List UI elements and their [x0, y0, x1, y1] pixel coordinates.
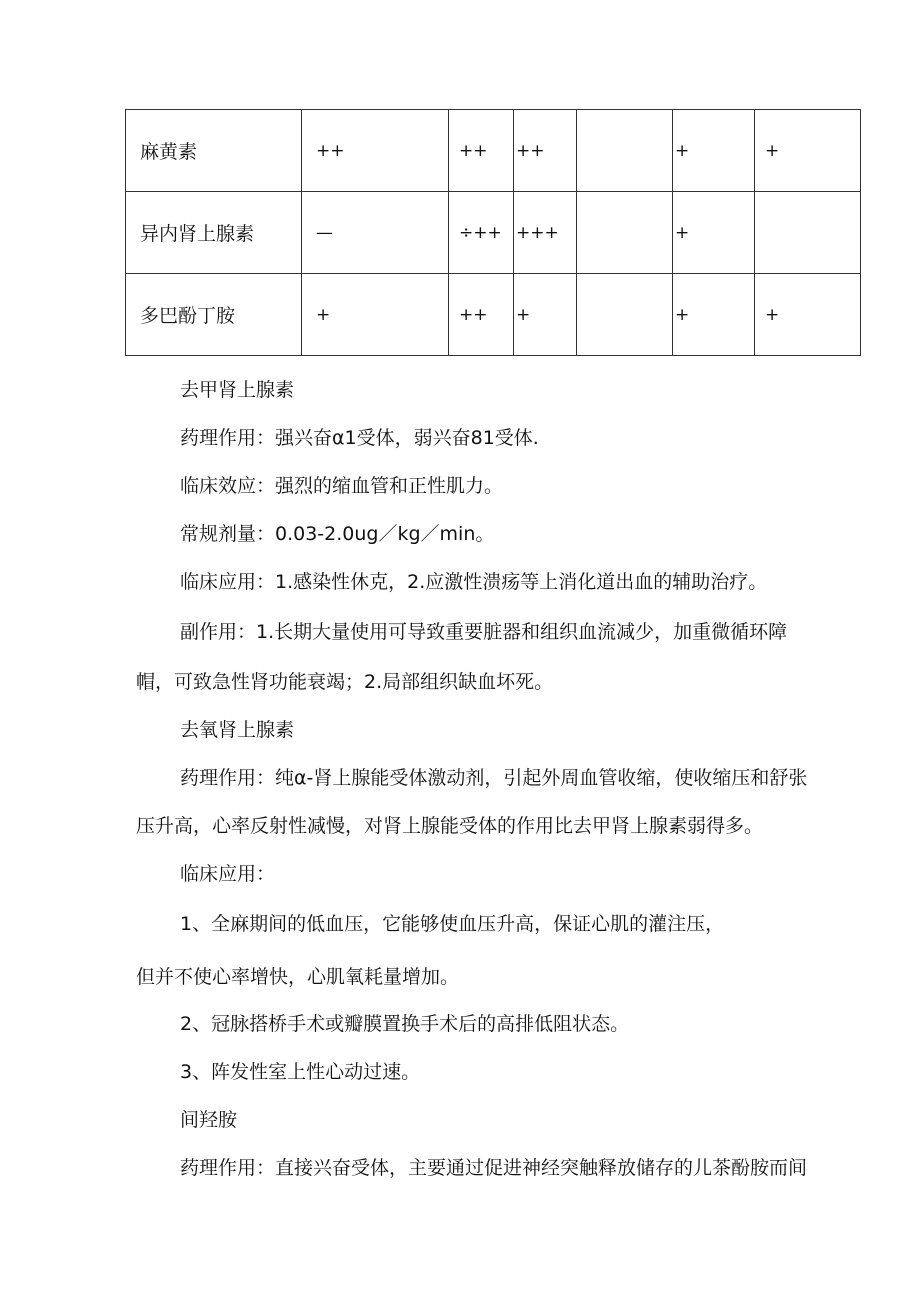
table-cell: ++ — [449, 274, 514, 356]
table-cell: + — [514, 274, 577, 356]
paragraph: 药理作用：直接兴奋受体，主要通过促进神经突触释放储存的儿茶酚胺而间 — [180, 1157, 808, 1179]
paragraph: 3、阵发性室上性心动过速。 — [180, 1061, 421, 1083]
table-cell — [577, 110, 673, 192]
section-heading: 去氧肾上腺素 — [180, 719, 295, 741]
table-cell: ++ — [514, 110, 577, 192]
paragraph: 副作用：1.长期大量使用可导致重要脏器和组织血流减少，加重微循环障 — [180, 621, 788, 643]
table-row — [126, 110, 861, 192]
drug-name-cell: 多巴酚丁胺 — [126, 274, 302, 356]
paragraph: 压升高，心率反射性减慢，对肾上腺能受体的作用比去甲肾上腺素弱得多。 — [136, 815, 764, 837]
table-row — [126, 274, 861, 356]
table-cell: +++ — [514, 192, 577, 274]
table-cell — [577, 274, 673, 356]
table-cell: ++ — [302, 110, 449, 192]
table-cell: ÷++ — [449, 192, 514, 274]
table-cell: + — [673, 110, 755, 192]
table-cell: + — [755, 110, 861, 192]
drug-name-cell: 异内肾上腺素 — [126, 192, 302, 274]
table-cell: + — [302, 274, 449, 356]
paragraph: 临床应用：1.感染性休克，2.应激性溃疡等上消化道出血的辅助治疗。 — [180, 571, 768, 593]
table-cell: ++ — [449, 110, 514, 192]
table-cell: — — [302, 192, 449, 274]
drug-name-cell: 麻黄素 — [126, 110, 302, 192]
table-cell: + — [673, 274, 755, 356]
drug-receptor-table — [125, 109, 861, 356]
paragraph: 帽，可致急性肾功能衰竭；2.局部组织缺血坏死。 — [136, 671, 554, 693]
paragraph: 2、冠脉搭桥手术或瓣膜置换手术后的高排低阻状态。 — [180, 1013, 630, 1035]
paragraph: 临床效应：强烈的缩血管和正性肌力。 — [180, 475, 504, 497]
section-heading: 去甲肾上腺素 — [180, 379, 295, 401]
paragraph: 但并不使心率增快，心肌氧耗量增加。 — [136, 966, 460, 988]
section-heading: 间羟胺 — [180, 1109, 238, 1131]
table-cell — [755, 192, 861, 274]
paragraph: 常规剂量：0.03-2.0ug／kg／min。 — [180, 523, 495, 545]
table-cell — [577, 192, 673, 274]
table-cell: + — [755, 274, 861, 356]
table-row — [126, 192, 861, 274]
paragraph: 药理作用：纯α-肾上腺能受体激动剂，引起外周血管收缩，使收缩压和舒张 — [180, 767, 808, 789]
paragraph: 临床应用： — [180, 863, 276, 885]
paragraph: 1、全麻期间的低血压，它能够使血压升高，保证心肌的灌注压， — [180, 913, 725, 935]
paragraph: 药理作用：强兴奋α1受体，弱兴奋81受体. — [180, 427, 539, 449]
table-cell: + — [673, 192, 755, 274]
